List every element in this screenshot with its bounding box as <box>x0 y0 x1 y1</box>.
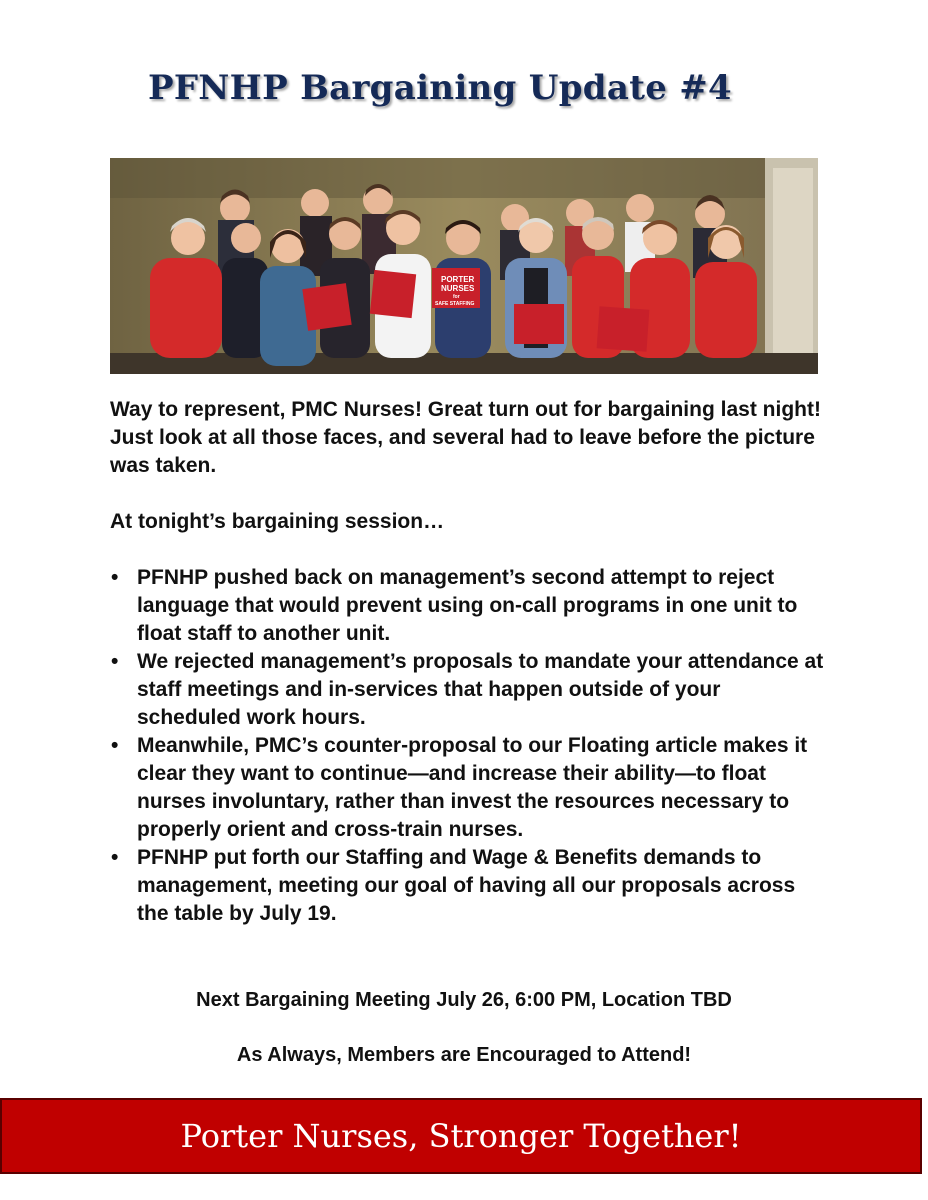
list-item-text: PFNHP pushed back on management’s second attempt to reject language that would prevent using on-call programs in one unit to float staff to another unit. <box>137 566 798 645</box>
sign-text-line2: NURSES <box>441 284 475 293</box>
group-photo <box>110 158 818 374</box>
list-item <box>111 732 825 844</box>
intro-paragraph: Way to represent, PMC Nurses! Great turn out for bargaining last night! Just look at all those faces, and several had to leave before the picture was taken. <box>110 398 821 477</box>
bullet-icon: • <box>111 650 119 673</box>
page-title: PFNHP Bargaining Update #4 <box>147 68 733 108</box>
session-heading: At tonight’s bargaining session… <box>110 510 445 533</box>
footer-banner <box>0 1098 922 1174</box>
list-item-text: Meanwhile, PMC’s counter-proposal to our Floating article makes it clear they want to continue—and increase their ability—to float nurses involuntary, rather than invest the resources necessary to properly orient and cross-train nurses. <box>137 734 808 841</box>
next-meeting-line: Next Bargaining Meeting July 26, 6:00 PM, Location TBD <box>196 989 732 1011</box>
bullet-icon: • <box>111 734 119 757</box>
bullet-icon: • <box>111 846 119 869</box>
sign-text-line4: SAFE STAFFING <box>435 301 475 307</box>
list-item-text: We rejected management’s proposals to mandate your attendance at staff meetings and in-services that happen outside of your scheduled work hours. <box>137 650 824 729</box>
bullet-icon: • <box>111 566 119 589</box>
bullet-list <box>110 564 825 928</box>
list-item <box>111 648 825 732</box>
list-item <box>111 564 825 648</box>
list-item-text: PFNHP put forth our Staffing and Wage & Benefits demands to management, meeting our goal of having all our proposals across the table by July 19. <box>137 846 796 925</box>
update-body <box>110 396 825 928</box>
list-item <box>111 844 825 928</box>
sign-text-line3: for <box>453 294 460 300</box>
banner-text: Porter Nurses, Stronger Together! <box>180 1117 742 1155</box>
encourage-line: As Always, Members are Encouraged to Attend! <box>236 1044 692 1066</box>
sign-text-line1: PORTER <box>441 275 475 284</box>
